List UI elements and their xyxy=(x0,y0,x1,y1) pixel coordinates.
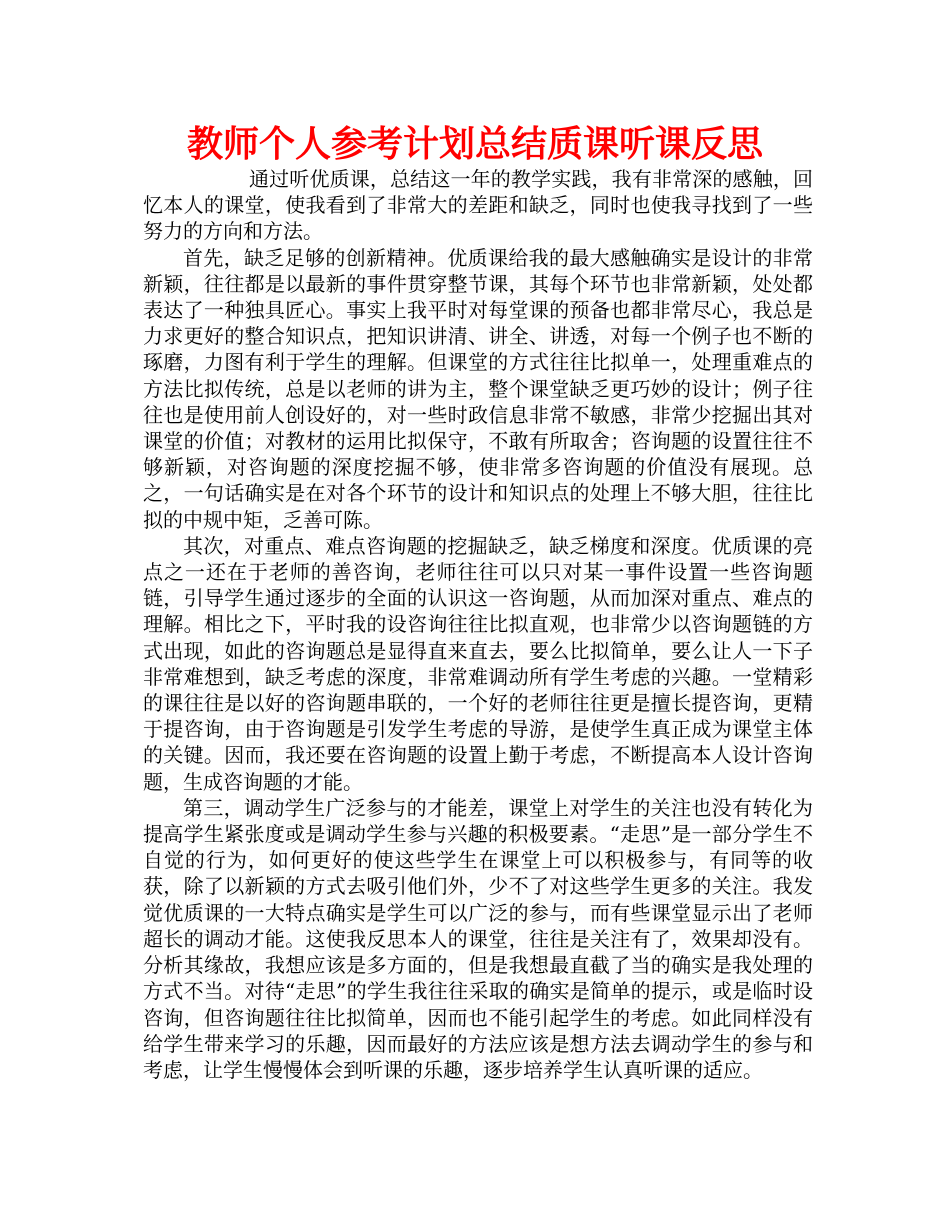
paragraph-third-point: 第三，调动学生广泛参与的才能差，课堂上对学生的关注也没有转化为提高学生紧张度或是调动学生参与兴趣的积极要素。“走思”是一部分学生不自觉的行为，如何更好的使这些学生在课堂上可以积极参与，有同等的收获，除了以新颖的方式去吸引他们外，少不了对这些学生更多的关注。我发觉优质课的一大特点确实是学生可以广泛的参与，而有些课堂显示出了老师超长的调动才能。这使我反思本人的课堂，往往是关注有了，效果却没有。分析其缘故，我想应该是多方面的，但是我想最直截了当的确实是我处理的方式不当。对待“走思”的学生我往往采取的确实是简单的提示，或是临时设咨询，但咨询题往往比拟简单，因而也不能引起学生的考虑。如此同样没有给学生带来学习的乐趣，因而最好的方法应该是想方法去调动学生的参与和考虑，让学生慢慢体会到听课的乐趣，逐步培养学生认真听课的适应。 xyxy=(143,795,813,1082)
paragraph-intro: 通过听优质课，总结这一年的教学实践，我有非常深的感触，回忆本人的课堂，使我看到了非常大的差距和缺乏，同时也使我寻找到了一些努力的方向和方法。 xyxy=(143,167,813,244)
document-title: 教师个人参考计划总结质课听课反思 xyxy=(186,124,763,165)
paragraph-first-point: 首先，缺乏足够的创新精神。优质课给我的最大感触确实是设计的非常新颖，往往都是以最新的事件贯穿整节课，其每个环节也非常新颖，处处都表达了一种独具匠心。事实上我平时对每堂课的预备也都非常尽心，我总是力求更好的整合知识点，把知识讲清、讲全、讲透，对每一个例子也不断的琢磨，力图有利于学生的理解。但课堂的方式往往比拟单一，处理重难点的方法比拟传统，总是以老师的讲为主，整个课堂缺乏更巧妙的设计；例子往往也是使用前人创设好的，对一些时政信息非常不敏感，非常少挖掘出其对课堂的价值；对教材的运用比拟保守，不敢有所取舍；咨询题的设置往往不够新颖，对咨询题的深度挖掘不够，使非常多咨询题的价值没有展现。总之，一句话确实是在对各个环节的设计和知识点的处理上不够大胆，往往比拟的中规中矩，乏善可陈。 xyxy=(143,245,813,532)
paragraph-second-point: 其次，对重点、难点咨询题的挖掘缺乏，缺乏梯度和深度。优质课的亮点之一还在于老师的善咨询，老师往往可以只对某一事件设置一些咨询题链，引导学生通过逐步的全面的认识这一咨询题，从而加深对重点、难点的理解。相比之下，平时我的设咨询往往比拟直观，也非常少以咨询题链的方式出现，如此的咨询题总是显得直来直去，要么比拟简单，要么让人一下子非常难想到，缺乏考虑的深度，非常难调动所有学生考虑的兴趣。一堂精彩的课往往是以好的咨询题串联的，一个好的老师往往更是擅长提咨询，更精于提咨询，由于咨询题是引发学生考虑的导游，是使学生真正成为课堂主体的关键。因而，我还要在咨询题的设置上勤于考虑，不断提高本人设计咨询题，生成咨询题的才能。 xyxy=(143,533,813,794)
document-body xyxy=(143,166,813,1083)
